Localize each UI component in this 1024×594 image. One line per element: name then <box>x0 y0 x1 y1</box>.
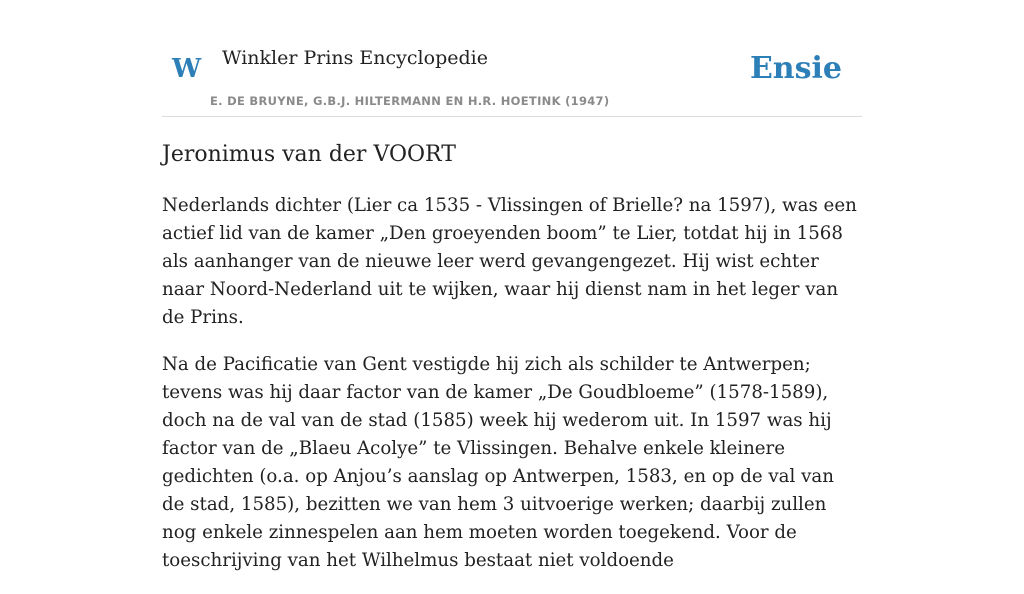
article-paragraph: Na de Pacificatie van Gent vestigde hij zich als schilder te Antwerpen; tevens was hij daar factor van de kamer „De Goudbloeme” (1578-1589), doch na de val van de stad (1585) week hij wederom uit. In 1597 was hij factor van de „Blaeu Acolye” te Vlissingen. Behalve enkele kleinere gedichten (o.a. op Anjou’s aanslag op Antwerpen, 1583, en op de val van de stad, 1585), bezitten we van hem 3 uitvoerige werken; daarbij zullen nog enkele zinnespelen aan hem moeten worden toegekend. Voor de toeschrijving van het Wilhelmus bestaat niet voldoende <box>162 354 834 571</box>
publication-title[interactable]: Winkler Prins Encyclopedie <box>222 47 488 69</box>
site-header <box>162 0 862 117</box>
article-body <box>162 192 862 594</box>
article-title: Jeronimus van der VOORT <box>162 142 456 167</box>
article-paragraph: Nederlands dichter (Lier ca 1535 - Vlissingen of Brielle? na 1597), was een actief lid van de kamer „Den groeyenden boom” te Lier, totdat hij in 1568 als aanhanger van de nieuwe leer werd gevangengezet. Hij wist echter naar Noord-Nederland uit te wijken, waar hij dienst nam in het leger van de Prins. <box>162 195 857 328</box>
publication-authors: E. DE BRUYNE, G.B.J. HILTERMANN EN H.R. HOETINK (1947) <box>210 94 610 108</box>
publication-logo-w[interactable]: W <box>172 54 202 84</box>
ensie-logo[interactable]: Ensie <box>749 51 842 86</box>
